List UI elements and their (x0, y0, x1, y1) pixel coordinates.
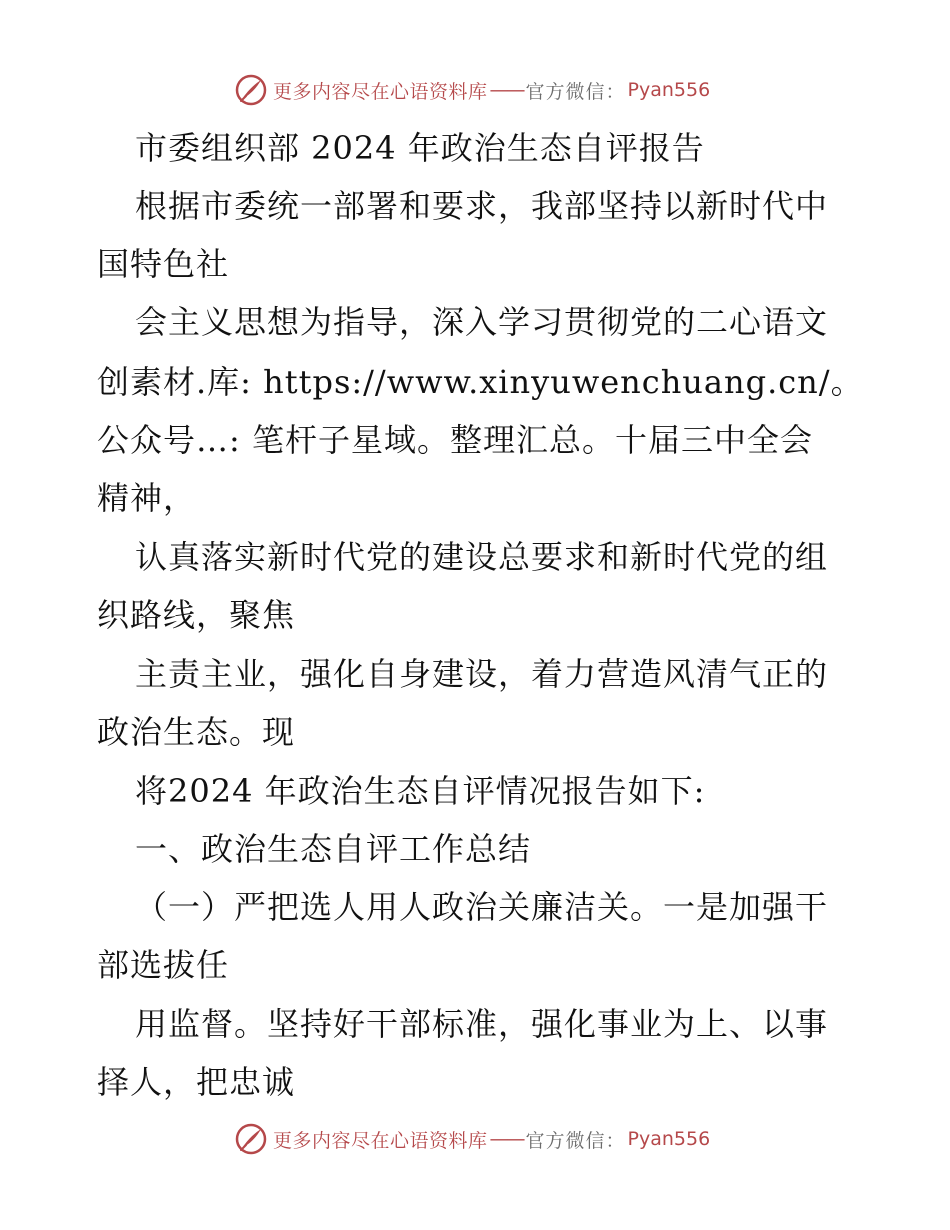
banner-wechat-label: 官方微信： (525, 80, 626, 103)
footer-banner (235, 1122, 755, 1156)
paragraph-line: 主责主业，强化自身建设，着力营造风清气正的 (135, 655, 829, 693)
paragraph-line: 创素材.库: https://www.xinyuwenchuang.cn/。 (97, 363, 864, 401)
document-title: 市委组织部 2024 年政治生态自评报告 (135, 129, 705, 167)
paragraph-line: 根据市委统一部署和要求，我部坚持以新时代中 (135, 187, 829, 225)
paragraph-line: 将2024 年政治生态自评情况报告如下: (135, 772, 706, 810)
paragraph-line: 精神， (97, 479, 197, 517)
banner-library-text: 更多内容尽在心语资料库 (273, 1129, 488, 1152)
paragraph-line: 国特色社 (97, 245, 230, 283)
header-banner (235, 73, 755, 107)
banner-dash: —— (489, 79, 524, 101)
section-heading: 一、政治生态自评工作总结 (135, 830, 532, 868)
banner-wechat-id: Pyan556 (627, 79, 711, 101)
paragraph-line: 政治生态。现 (97, 713, 296, 751)
banner-wechat-id: Pyan556 (627, 1128, 711, 1150)
paragraph-line: 择人，把忠诚 (97, 1063, 296, 1101)
quill-pen-logo-icon (235, 1123, 267, 1155)
paragraph-line: 部选拔任 (97, 946, 230, 984)
banner-library-text: 更多内容尽在心语资料库 (273, 80, 488, 103)
paragraph-line: 会主义思想为指导，深入学习贯彻党的二心语文 (135, 303, 829, 341)
paragraph-line: （一）严把选人用人政治关廉洁关。一是加强干 (135, 888, 829, 926)
quill-pen-logo-icon (235, 74, 267, 106)
paragraph-line: 公众号…: 笔杆子星域。整理汇总。十届三中全会 (97, 421, 813, 459)
paragraph-line: 用监督。坚持好干部标准，强化事业为上、以事 (135, 1005, 829, 1043)
banner-dash: —— (489, 1128, 524, 1150)
paragraph-line: 织路线，聚焦 (97, 596, 296, 634)
paragraph-line: 认真落实新时代党的建设总要求和新时代党的组 (135, 538, 829, 576)
banner-wechat-label: 官方微信： (525, 1129, 626, 1152)
